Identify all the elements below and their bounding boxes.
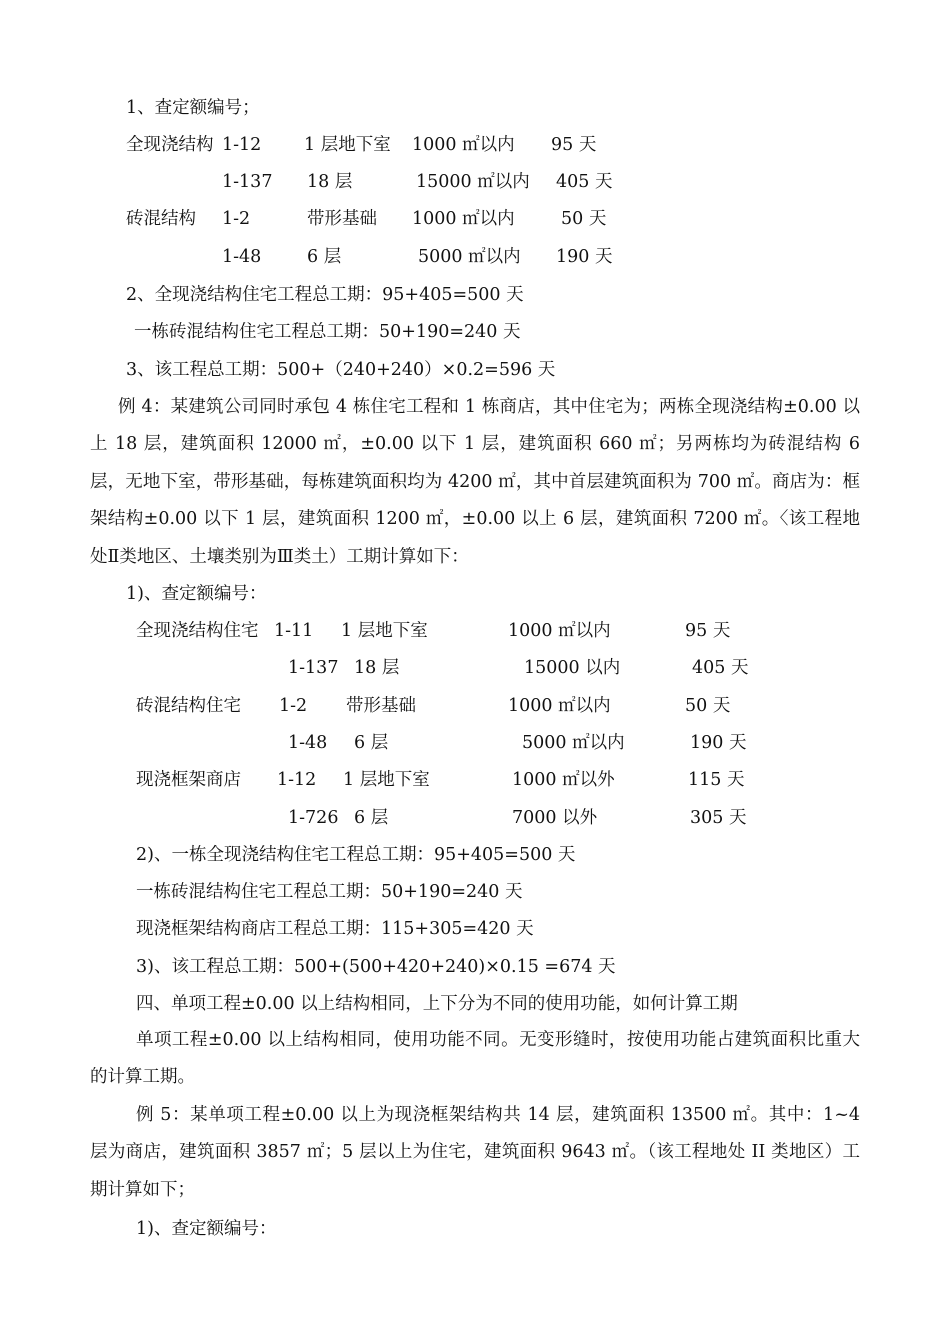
step-2-subtext: 一栋砖混结构住宅工程总工期：50+190=240 天: [136, 882, 523, 902]
table-cell: 190 天: [556, 247, 613, 267]
table-cell: 15000 ㎡以内: [416, 172, 530, 192]
table-cell: 1-48: [288, 733, 328, 753]
table-cell: 1 层地下室: [304, 135, 391, 155]
table-cell: 带形基础: [307, 209, 377, 229]
table-cell: 95 天: [551, 135, 597, 155]
rule-paragraph: 单项工程±0.00 以上结构相同，使用功能不同。无变形缝时，按使用功能占建筑面积比重大的计算工期。: [90, 1030, 860, 1088]
table-cell: 6 层: [307, 247, 342, 267]
table-cell: 50 天: [561, 209, 607, 229]
step-2-subtext: 一栋砖混结构住宅工程总工期：50+190=240 天: [134, 322, 521, 342]
table-cell: 18 层: [307, 172, 353, 192]
table-cell: 15000 以内: [524, 658, 621, 678]
table-cell: 1 层地下室: [343, 770, 430, 790]
table-cell: 7000 以外: [512, 808, 598, 828]
step-1-heading: 1)、查定额编号：: [126, 584, 267, 604]
step-1-heading: 1)、查定额编号：: [136, 1219, 277, 1239]
table-cell: 1 层地下室: [341, 621, 428, 641]
table-cell: 190 天: [690, 733, 747, 753]
step-2-text: 2)、一栋全现浇结构住宅工程总工期：95+405=500 天: [136, 845, 576, 865]
table-cell: 1-11: [274, 621, 314, 641]
table-cell: 405 天: [556, 172, 613, 192]
table-cell: 5000 ㎡以内: [418, 247, 521, 267]
table-cell: 1000 ㎡以内: [412, 209, 515, 229]
table-cell: 405 天: [692, 658, 749, 678]
table-cell: 1-137: [222, 172, 273, 192]
table-cell: 1-137: [288, 658, 339, 678]
step-1-heading: 1、查定额编号；: [126, 98, 260, 118]
table-cell: 1-12: [277, 770, 317, 790]
table-cell: 115 天: [688, 770, 745, 790]
table-cell: 砖混结构住宅: [136, 696, 241, 716]
step-3-text: 3)、该工程总工期：500+(500+420+240)×0.15 =674 天: [136, 957, 616, 977]
table-cell: 1000 ㎡以内: [508, 696, 611, 716]
table-cell: 全现浇结构: [126, 135, 214, 155]
table-cell: 95 天: [685, 621, 731, 641]
table-cell: 6 层: [354, 808, 389, 828]
step-2-subtext: 现浇框架结构商店工程总工期：115+305=420 天: [136, 919, 534, 939]
table-cell: 18 层: [354, 658, 400, 678]
section-heading: 四、单项工程±0.00 以上结构相同，上下分为不同的使用功能，如何计算工期: [136, 994, 738, 1014]
table-cell: 5000 ㎡以内: [522, 733, 625, 753]
table-cell: 1000 ㎡以内: [412, 135, 515, 155]
step-3-text: 3、该工程总工期：500+（240+240）×0.2=596 天: [126, 360, 556, 380]
table-cell: 1000 ㎡以内: [508, 621, 611, 641]
table-cell: 全现浇结构住宅: [136, 621, 259, 641]
table-cell: 带形基础: [346, 696, 416, 716]
table-cell: 305 天: [690, 808, 747, 828]
example-4-paragraph: 例 4：某建筑公司同时承包 4 栋住宅工程和 1 栋商店，其中住宅为；两栋全现浇结构±0.00 以上 18 层，建筑面积 12000 ㎡，±0.00 以下 1 层，建筑面积 660 ㎡；另两栋均为砖混结构 6 层，无地下室，带形基础，每栋建筑面积均为 4200 ㎡，其中首层建筑面积为 700 ㎡。商店为：框架结构±0.00 以下 1 层，建筑面积 1200 ㎡，±0.00 以上 6 层，建筑面积 7200 ㎡。〈该工程地处Ⅱ类地区、土壤类别为Ⅲ类土）工期计算如下：: [90, 397, 860, 567]
table-cell: 6 层: [354, 733, 389, 753]
table-cell: 1-48: [222, 247, 262, 267]
table-cell: 50 天: [685, 696, 731, 716]
example-5-paragraph: 例 5：某单项工程±0.00 以上为现浇框架结构共 14 层，建筑面积 13500 ㎡。其中：1~4 层为商店，建筑面积 3857 ㎡；5 层以上为住宅，建筑面积 9643 ㎡。（该工程地处 II 类地区）工期计算如下；: [90, 1105, 860, 1200]
table-cell: 1-12: [222, 135, 262, 155]
table-cell: 1000 ㎡以外: [512, 770, 615, 790]
table-cell: 1-2: [222, 209, 251, 229]
step-2-text: 2、全现浇结构住宅工程总工期：95+405=500 天: [126, 285, 524, 305]
table-cell: 现浇框架商店: [136, 770, 241, 790]
table-cell: 1-726: [288, 808, 339, 828]
table-cell: 1-2: [279, 696, 308, 716]
table-cell: 砖混结构: [126, 209, 196, 229]
